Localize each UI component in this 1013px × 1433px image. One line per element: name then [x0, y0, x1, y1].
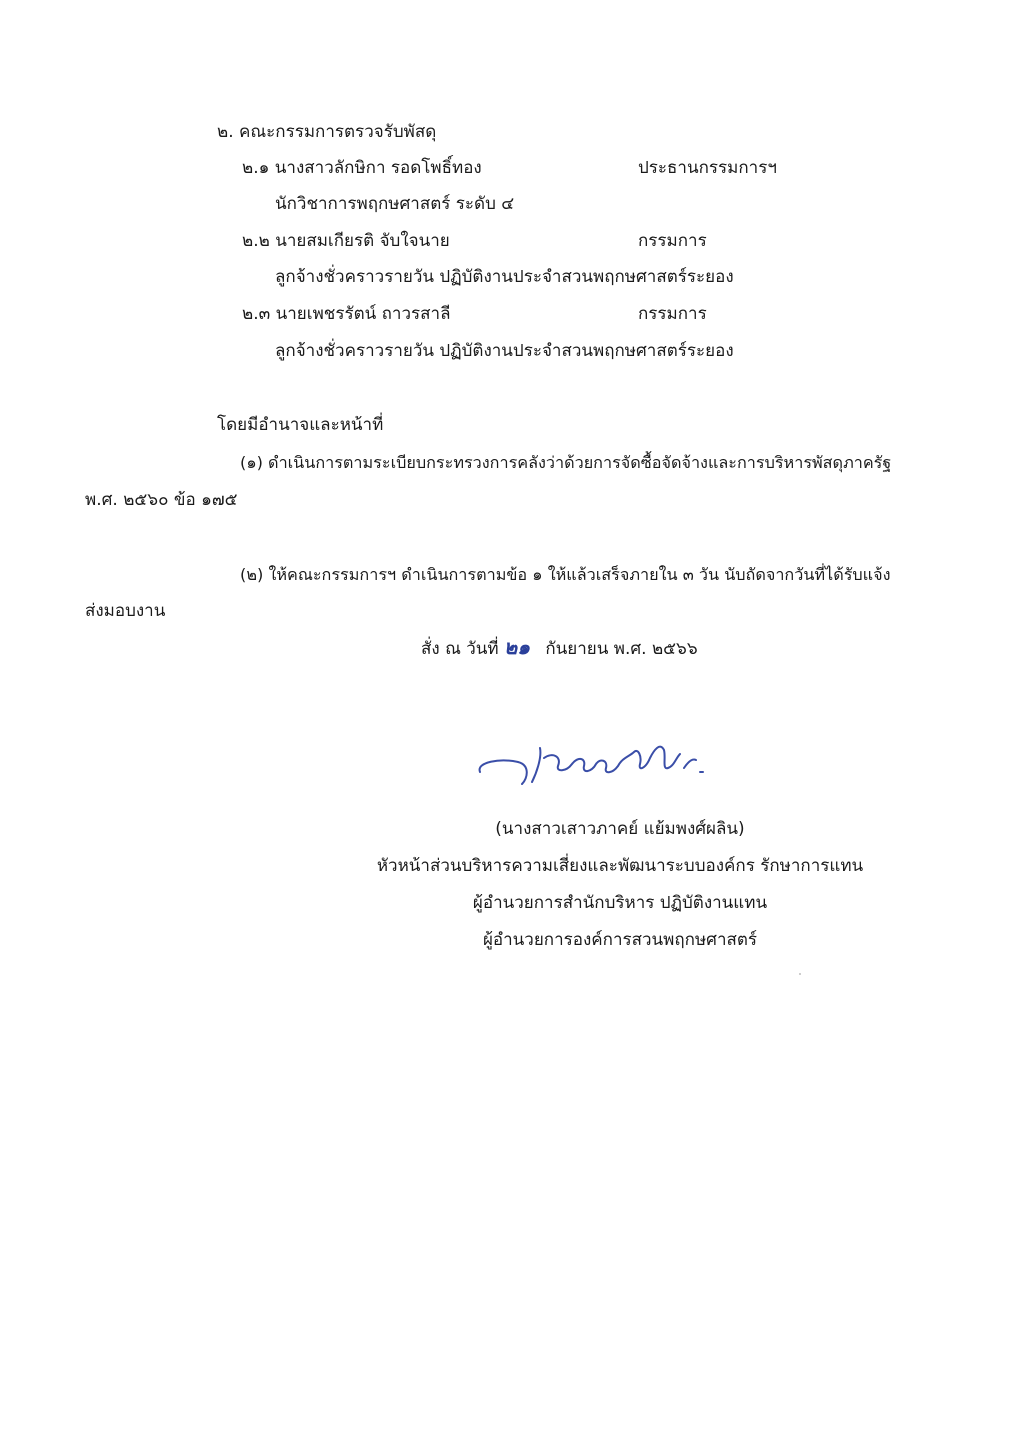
signatory-title-2: ผู้อำนวยการสำนักบริหาร ปฏิบัติงานแทน [472, 893, 768, 913]
duty-item-2-continued: ส่งมอบงาน [85, 601, 166, 621]
member-role: กรรมการ [638, 231, 707, 251]
member-name: ๒.๒ นายสมเกียรติ จับใจนาย [242, 231, 450, 251]
duties-heading: โดยมีอำนาจและหน้าที่ [217, 415, 384, 435]
member-name: ๒.๓ นายเพชรรัตน์ ถาวรสาลี [242, 304, 451, 324]
order-date-day: ๒๑ [504, 635, 530, 659]
member-role: ประธานกรรมการฯ [638, 158, 777, 178]
signatory-name: (นางสาวเสาวภาคย์ แย้มพงศ์ผลิน) [495, 819, 745, 839]
member-position: ลูกจ้างชั่วคราวรายวัน ปฏิบัติงานประจำสวนพฤกษศาสตร์ระยอง [275, 267, 734, 287]
order-date-month-year: กันยายน พ.ศ. ๒๕๖๖ [545, 639, 698, 659]
member-role: กรรมการ [638, 304, 707, 324]
order-date [421, 636, 698, 660]
duty-item-2: (๒) ให้คณะกรรมการฯ ดำเนินการตามข้อ ๑ ให้แล้วเสร็จภายใน ๓ วัน นับถัดจากวันที่ได้รับแจ้ง [240, 565, 891, 584]
signatory-title-1: หัวหน้าส่วนบริหารความเสี่ยงและพัฒนาระบบองค์กร รักษาการแทน [376, 856, 864, 876]
scan-speck [799, 973, 801, 975]
signatory-title-3: ผู้อำนวยการองค์การสวนพฤกษศาสตร์ [482, 930, 758, 950]
duty-item-1-continued: พ.ศ. ๒๕๖๐ ข้อ ๑๗๕ [85, 490, 238, 510]
member-position: ลูกจ้างชั่วคราวรายวัน ปฏิบัติงานประจำสวนพฤกษศาสตร์ระยอง [275, 341, 734, 361]
section-heading: ๒. คณะกรรมการตรวจรับพัสดุ [217, 122, 437, 142]
member-name: ๒.๑ นางสาวลักษิกา รอดโพธิ์ทอง [242, 158, 482, 178]
order-date-prefix: สั่ง ณ วันที่ [421, 639, 499, 659]
signature-image [470, 728, 740, 800]
member-position: นักวิชาการพฤกษศาสตร์ ระดับ ๔ [275, 194, 515, 214]
duty-item-1: (๑) ดำเนินการตามระเบียบกระทรวงการคลังว่าด้วยการจัดซื้อจัดจ้างและการบริหารพัสดุภาครัฐ [240, 453, 892, 472]
